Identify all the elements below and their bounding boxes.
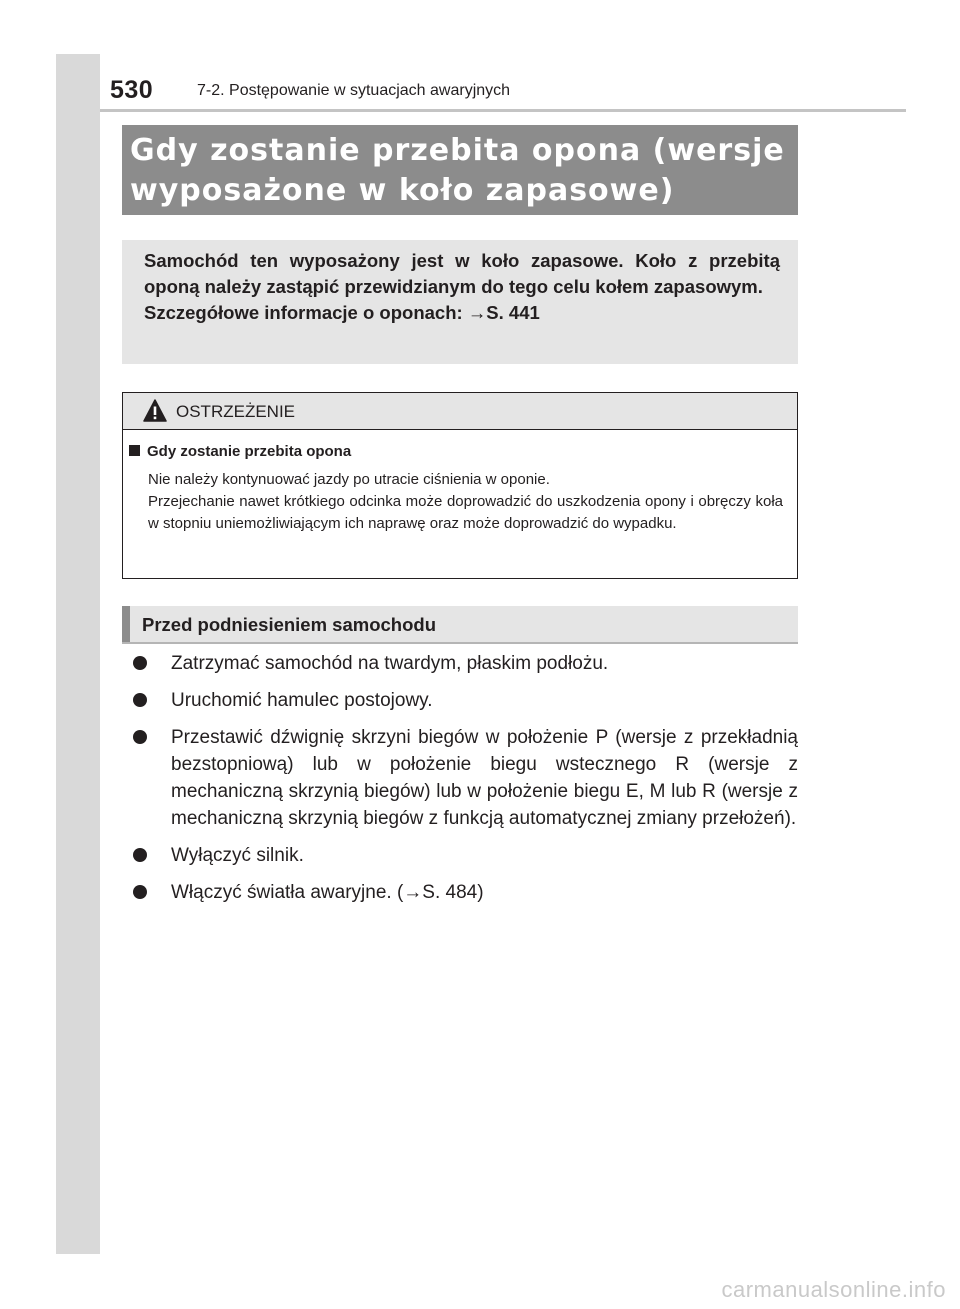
warning-header <box>123 393 797 430</box>
list-item <box>130 724 798 832</box>
intro-reference-page[interactable]: S. 441 <box>486 302 540 323</box>
list-item-text: Przestawić dźwignię skrzyni biegów w położenie P (wersje z przekładnią bezstopniową) lub w położenie biegu wstecznego R (wersje z mechaniczną skrzynią biegów) lub w położenie biegu E, M lub R (wersje z mechaniczną skrzynią biegów z funkcją automatycznej zmiany przełożeń). <box>171 727 798 829</box>
bullet-icon <box>133 656 147 670</box>
intro-reference-label: Szczegółowe informacje o oponach: <box>144 302 468 323</box>
title-box <box>122 125 798 215</box>
intro-paragraph: Samochód ten wyposażony jest w koło zapasowe. Koło z przebitą oponą należy zastąpić przewidzianym do tego celu kołem zapasowym. <box>144 250 780 297</box>
section-title: 7-2. Postępowanie w sytuacjach awaryjnych <box>197 82 511 99</box>
subsection-heading-text: Przed podniesieniem samochodu <box>142 614 437 635</box>
warning-triangle-icon <box>143 399 167 423</box>
list-item-text: Wyłączyć silnik. <box>171 845 304 866</box>
subsection-heading <box>122 606 798 644</box>
steps-list <box>130 650 798 916</box>
list-item <box>130 687 798 714</box>
warning-box <box>122 392 798 579</box>
warning-body-text: Nie należy kontynuować jazdy po utracie ciśnienia w oponie. Przejechanie nawet krótkiego odcinka może doprowadzić do uszkodzenia opony i obręczy koła w stopniu uniemożliwiającym ich naprawę oraz może doprowadzić do wypadku. <box>148 471 783 532</box>
warning-subheading-text: Gdy zostanie przebita opona <box>147 443 352 460</box>
warning-subheading <box>129 443 351 460</box>
list-item <box>130 879 798 906</box>
intro-box <box>122 240 798 364</box>
arrow-icon: → <box>467 302 487 323</box>
list-item <box>130 842 798 869</box>
watermark: carmanualsonline.info <box>721 1277 946 1302</box>
side-strip <box>56 54 100 1254</box>
bullet-icon <box>133 885 147 899</box>
warning-body <box>148 469 783 535</box>
bullet-icon <box>133 730 147 744</box>
header-rule <box>100 109 906 112</box>
intro-text <box>144 248 780 326</box>
square-bullet-icon <box>129 445 140 456</box>
bullet-icon <box>133 848 147 862</box>
warning-title: OSTRZEŻENIE <box>176 402 296 421</box>
list-item-text: Zatrzymać samochód na twardym, płaskim podłożu. <box>171 653 609 674</box>
list-item <box>130 650 798 677</box>
list-item-text: Uruchomić hamulec postojowy. <box>171 690 433 711</box>
page-title: Gdy zostanie przebita opona (wersje wyposażone w koło zapasowe) <box>130 133 785 208</box>
heading-accent-bar <box>122 606 130 642</box>
page-number: 530 <box>110 76 154 104</box>
bullet-icon <box>133 693 147 707</box>
list-item-text: Włączyć światła awaryjne. (→S. 484) <box>171 882 484 903</box>
